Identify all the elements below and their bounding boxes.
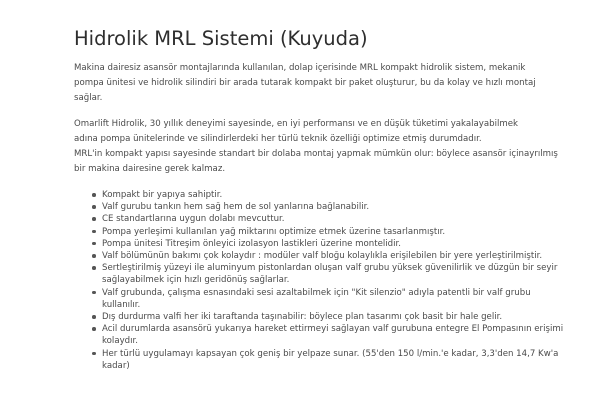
- paragraph-line: MRL'in kompakt yapısı sayesinde standart bir dolaba montaj yapmak mümkün olur: böylece asansör içinayrılmış: [74, 149, 558, 159]
- intro-paragraph: [74, 61, 570, 106]
- bullet-icon: [92, 254, 96, 258]
- bullet-icon: [92, 315, 96, 319]
- list-item: [92, 189, 570, 201]
- paragraph-line: adına pompa ünitelerinde ve silindirlerdeki her türlü teknik özelliği optimize etmiş durumdadır.: [74, 134, 482, 144]
- list-item: [92, 323, 570, 347]
- list-item: [92, 311, 570, 323]
- paragraph-line: pompa ünitesi ve hidrolik silindiri bir arada tutarak kompakt bir paket oluşturur, bu da kolay ve hızlı montaj: [74, 78, 536, 88]
- bullet-icon: [92, 327, 96, 331]
- list-item: [92, 348, 570, 372]
- bullet-icon: [92, 352, 96, 356]
- list-item-text: CE standartlarına uygun dolabı mevcuttur.: [102, 214, 285, 225]
- page-title: Hidrolik MRL Sistemi (Kuyuda): [74, 27, 368, 50]
- list-item-text: Acil durumlarda asansörü yukarıya hareket ettirmeyi sağlayan valf gurubuna entegre El Pompasının erişimi: [102, 324, 564, 335]
- list-item: [92, 250, 570, 262]
- bullet-icon: [92, 230, 96, 234]
- list-item-text: kolaydır.: [102, 336, 138, 347]
- list-item-text: Pompa ünitesi Titreşim önleyici izolasyon lastikleri üzerine montelidir.: [102, 238, 401, 249]
- bullet-icon: [92, 205, 96, 209]
- list-item-text: Dış durdurma valfi her iki taraftanda taşınabilir: böylece plan tasarımı çok basit bir hale gelir.: [102, 312, 503, 323]
- paragraph-line: Omarlift Hidrolik, 30 yıllık deneyimi sayesinde, en iyi performansı ve en düşük tüketimi yakalayabilmek: [74, 119, 519, 129]
- paragraph-line: bir makina dairesine gerek kalmaz.: [74, 164, 226, 174]
- bullet-icon: [92, 242, 96, 246]
- paragraph-line: Makina dairesiz asansör montajlarında kullanılan, dolap içerisinde MRL kompakt hidrolik sistem, mekanik: [74, 63, 526, 73]
- list-item-text: kadar): [102, 360, 130, 371]
- list-item-text: Valf bölümünün bakımı çok kolaydır : modüler valf bloğu kolaylıkla erişilebilen bir yere yerleştirilmiştir.: [102, 251, 543, 262]
- list-item-text: Pompa yerleşimi kullanılan yağ miktarını optimize etmek üzerine tasarlanmıştır.: [102, 226, 446, 237]
- list-item-text: kullanılır.: [102, 299, 141, 310]
- feature-list: [74, 189, 570, 372]
- bullet-icon: [92, 266, 96, 270]
- list-item-text: Kompakt bir yapıya sahiptir.: [102, 190, 223, 200]
- bullet-icon: [92, 217, 96, 221]
- list-item-text: Valf grubunda, çalışma esnasındaki sesi azaltabilmek için "Kit silenzio" adıyla patentli bir valf grubu: [102, 287, 531, 298]
- bullet-icon: [92, 291, 96, 295]
- paragraph-line: sağlar.: [74, 93, 103, 103]
- list-item: [92, 262, 570, 286]
- list-item-text: sağlayabilmek için hızlı geridönüş sağlarlar.: [102, 275, 290, 286]
- list-item-text: Her türlü uygulamayı kapsayan çok geniş bir yelpaze sunar. (55'den 150 l/min.'e kadar, 3,3'den 14,7 Kw'a: [102, 348, 559, 359]
- list-item: [92, 238, 570, 250]
- list-item: [92, 213, 570, 225]
- list-item-text: Valf gurubu tankın hem sağ hem de sol yanlarına bağlanabilir.: [102, 202, 370, 213]
- company-paragraph: [74, 117, 570, 177]
- list-item: [92, 287, 570, 311]
- list-item-text: Sertleştirilmiş yüzeyi ile aluminyum pistonlardan oluşan valf grubu yüksek güvenilirlik ve düzgün bir seyir: [102, 263, 558, 274]
- list-item: [92, 226, 570, 238]
- list-item: [92, 201, 570, 213]
- bullet-icon: [92, 193, 96, 197]
